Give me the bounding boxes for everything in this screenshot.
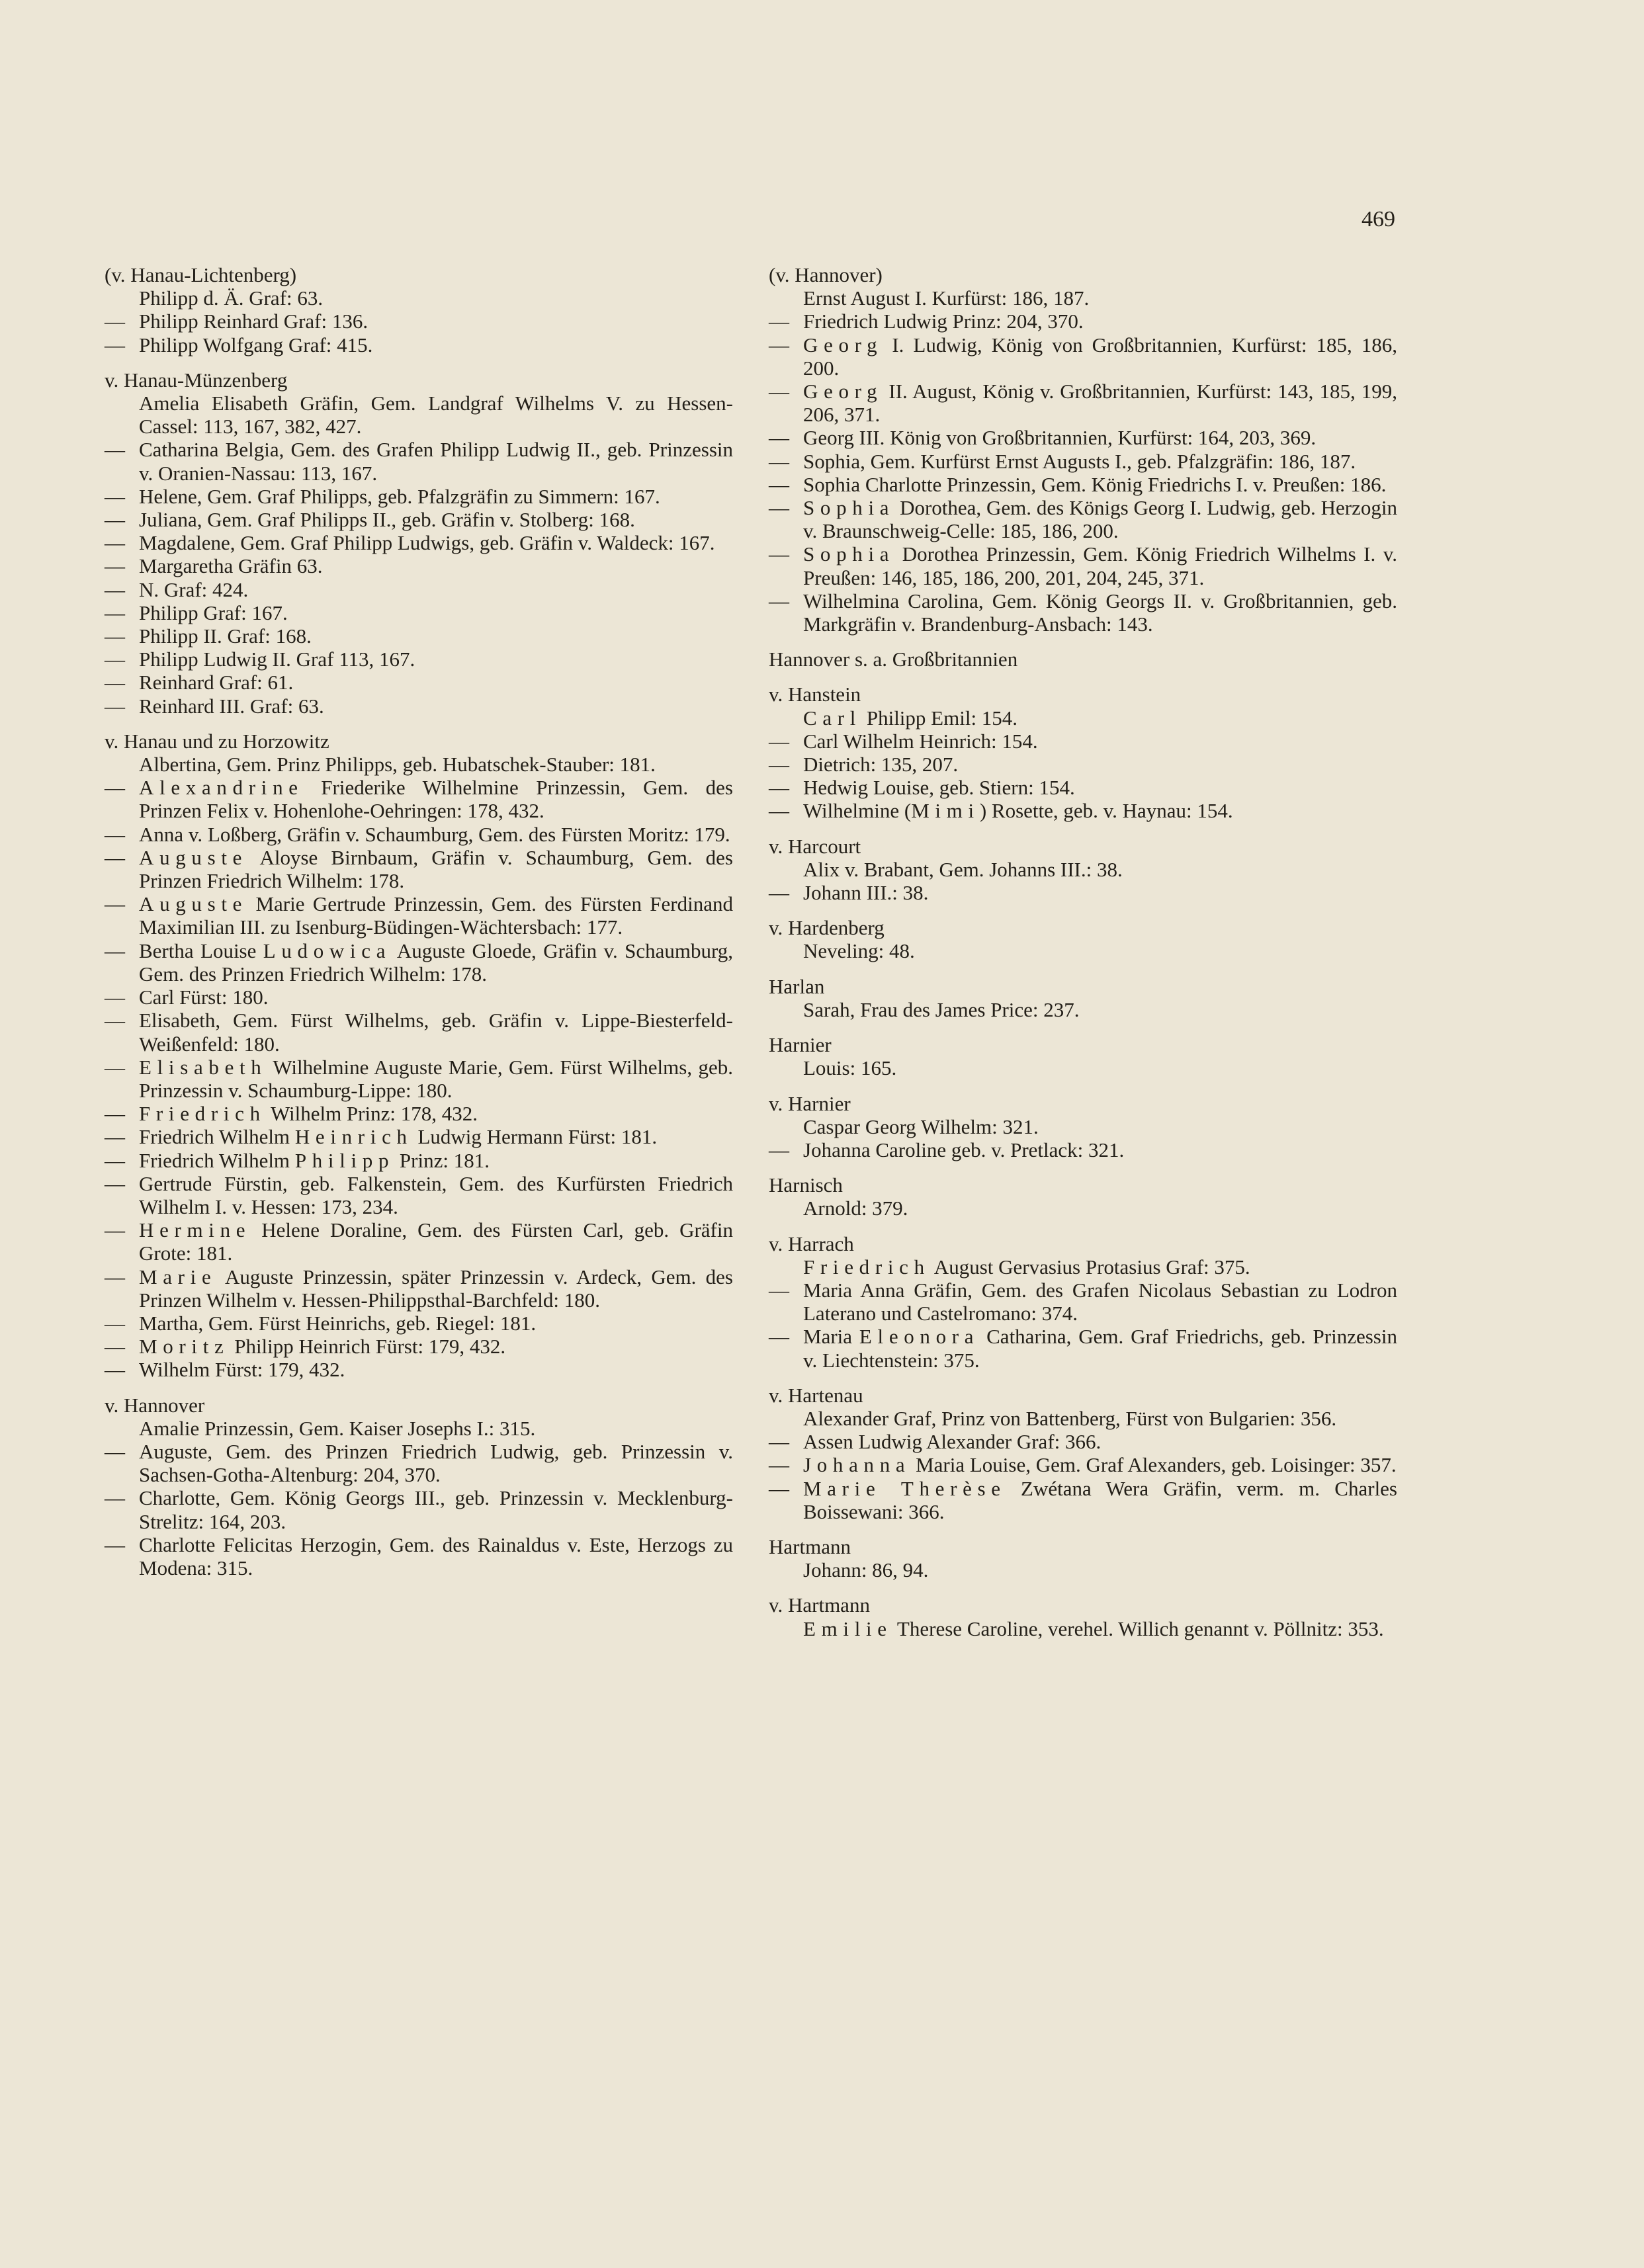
index-group-header: Harlan — [769, 974, 825, 998]
index-entry — [769, 380, 1397, 426]
index-entry — [769, 939, 1397, 962]
entry-text: Johann: 86, 94. — [803, 1558, 929, 1582]
entry-text: Auguste Prinzessin, später Prinzessin v. Ardeck, Gem. des Prinzen Wilhelm v. Hessen-Philippsthal-Barchfeld: 180. — [139, 1265, 733, 1312]
entry-text: Dietrich: 135, 207. — [803, 753, 959, 777]
entry-text: Friedrich Ludwig Prinz: 204, 370. — [803, 310, 1084, 333]
index-entry — [105, 1125, 733, 1148]
index-entry — [105, 310, 733, 333]
ditto-dash: — — [105, 986, 125, 1009]
entry-text: Carl Wilhelm Heinrich: 154. — [803, 729, 1038, 753]
index-entry — [105, 823, 733, 846]
index-entry — [105, 846, 733, 892]
entry-text: Albertina, Gem. Prinz Philipps, geb. Hubatschek-Stauber: 181. — [139, 753, 656, 777]
index-entry — [105, 1149, 733, 1172]
index-group-header: v. Hartmann — [769, 1593, 870, 1617]
index-group-header: (v. Hannover) — [769, 263, 883, 286]
index-entry — [769, 1477, 1397, 1523]
index-entry — [105, 531, 733, 554]
ditto-dash: — — [105, 438, 125, 462]
entry-text: Sophia Charlotte Prinzessin, Gem. König Friedrichs I. v. Preußen: 186. — [803, 472, 1387, 496]
index-group — [769, 648, 1397, 671]
entry-text: Wilhelm Fürst: 179, 432. — [139, 1358, 345, 1382]
entry-text: Auguste, Gem. des Prinzen Friedrich Ludwig, geb. Prinzessin v. Sachsen-Gotha-Altenburg: 204, 370. — [139, 1439, 733, 1487]
index-entry — [105, 1218, 733, 1265]
index-entry — [105, 578, 733, 601]
entry-text: Arnold: 379. — [803, 1197, 908, 1220]
spaced-name-text: Georg — [803, 380, 883, 403]
ditto-dash: — — [105, 1102, 125, 1126]
index-group-header: Hannover s. a. Großbritannien — [769, 648, 1018, 671]
entry-text: Neveling: 48. — [803, 939, 915, 963]
entry-text: Amalie Prinzessin, Gem. Kaiser Josephs I.: 315. — [139, 1416, 536, 1440]
spaced-name-text: Auguste — [139, 892, 248, 916]
entry-text: Catharina Belgia, Gem. des Grafen Philipp Ludwig II., geb. Prinzessin v. Oranien-Nassau: 113, 167. — [139, 438, 733, 485]
index-group-header: v. Hanau-Münzenberg — [105, 368, 288, 392]
ditto-dash: — — [769, 799, 789, 823]
entry-text: Alix v. Brabant, Gem. Johanns III.: 38. — [803, 857, 1123, 881]
entry-text: Reinhard Graf: 61. — [139, 671, 294, 694]
index-entry — [769, 473, 1397, 496]
ditto-dash: — — [105, 648, 125, 671]
index-entry — [769, 1197, 1397, 1220]
ditto-dash: — — [105, 484, 125, 508]
entry-text: Aloyse Birnbaum, Gräfin v. Schaumburg, Gem. des Prinzen Friedrich Wilhelm: 178. — [139, 845, 733, 893]
entry-text: Helene, Gem. Graf Philipps, geb. Pfalzgräfin zu Simmern: 167. — [139, 484, 660, 508]
ditto-dash: — — [105, 624, 125, 648]
index-group-header: Harnisch — [769, 1173, 843, 1197]
ditto-dash: — — [105, 939, 125, 962]
index-group — [769, 1033, 1397, 1079]
entry-text: Therese Caroline, verehel. Willich genannt v. Pöllnitz: 353. — [892, 1617, 1384, 1640]
index-entry — [105, 508, 733, 531]
index-entry — [105, 648, 733, 671]
entry-text: Margaretha Gräfin 63. — [139, 554, 323, 578]
entry-text: Helene Doraline, Gem. des Fürsten Carl, geb. Gräfin Grote: 181. — [139, 1218, 733, 1265]
index-entry — [105, 776, 733, 822]
index-entry — [105, 939, 733, 986]
entry-text: Reinhard III. Graf: 63. — [139, 694, 324, 718]
spaced-name-text: Georg — [803, 333, 883, 357]
index-entry — [769, 1255, 1397, 1279]
index-group — [769, 1535, 1397, 1581]
index-entry — [105, 554, 733, 577]
index-entry — [769, 542, 1397, 589]
entry-text: Gertrude Fürstin, geb. Falkenstein, Gem. des Kurfürsten Friedrich Wilhelm I. v. Hessen: 173, 234. — [139, 1171, 733, 1218]
spaced-name-text: Moritz — [139, 1335, 230, 1359]
index-entry — [769, 1430, 1397, 1453]
entry-text: Johann III.: 38. — [803, 881, 929, 905]
index-entry — [105, 1056, 733, 1102]
entry-text: Martha, Gem. Fürst Heinrichs, geb. Riegel: 181. — [139, 1311, 537, 1335]
index-entry — [769, 286, 1397, 310]
index-group — [769, 1384, 1397, 1523]
spaced-name-text: Sophia — [803, 496, 895, 520]
ditto-dash: — — [105, 845, 125, 869]
ditto-dash: — — [769, 542, 789, 566]
ditto-dash: — — [105, 333, 125, 357]
index-group-header: v. Hanstein — [769, 683, 861, 706]
ditto-dash: — — [105, 508, 125, 532]
index-entry — [105, 624, 733, 648]
index-group — [105, 730, 733, 1382]
index-entry — [769, 450, 1397, 473]
entry-text: Philipp Graf: 167. — [139, 601, 288, 624]
ditto-dash: — — [105, 1125, 125, 1149]
spaced-name-text: Ludowica — [263, 939, 392, 962]
entry-text: Anna v. Loßberg, Gräfin v. Schaumburg, Gem. des Fürsten Moritz: 179. — [139, 822, 730, 846]
index-entry — [769, 1115, 1397, 1138]
ditto-dash: — — [105, 310, 125, 333]
entry-text: Bertha Louise — [139, 939, 263, 962]
spaced-name-text: Johanna — [803, 1453, 911, 1477]
entry-text: Prinz: 181. — [394, 1148, 490, 1172]
index-entry — [105, 1417, 733, 1440]
entry-text: II. August, König v. Großbritannien, Kurfürst: 143, 185, 199, 206, 371. — [803, 380, 1397, 427]
index-entry — [105, 1358, 733, 1381]
entry-text: N. Graf: 424. — [139, 577, 249, 601]
index-entry — [769, 310, 1397, 333]
entry-text: Philipp Heinrich Fürst: 179, 432. — [229, 1335, 506, 1359]
index-entry — [769, 998, 1397, 1021]
spaced-name-text: Marie — [139, 1265, 217, 1288]
index-entry — [105, 694, 733, 718]
entry-text: ) Rosette, geb. v. Haynau: 154. — [979, 799, 1233, 823]
entry-text: I. Ludwig, König von Großbritannien, Kurfürst: 185, 186, 200. — [803, 333, 1397, 380]
ditto-dash: — — [105, 1335, 125, 1359]
entry-text: Caspar Georg Wilhelm: 321. — [803, 1114, 1039, 1138]
ditto-dash: — — [769, 496, 789, 520]
entry-text: Amelia Elisabeth Gräfin, Gem. Landgraf Wilhelms V. zu Hessen-Cassel: 113, 167, 382, 427. — [139, 392, 733, 439]
entry-text: Charlotte Felicitas Herzogin, Gem. des Rainaldus v. Este, Herzogs zu Modena: 315. — [139, 1533, 733, 1579]
entry-text: Carl Fürst: 180. — [139, 986, 269, 1009]
ditto-dash: — — [105, 1533, 125, 1556]
ditto-dash: — — [769, 1453, 789, 1477]
index-entry — [769, 1407, 1397, 1430]
index-entry — [105, 1265, 733, 1312]
ditto-dash: — — [769, 1325, 789, 1349]
index-group — [769, 1092, 1397, 1162]
ditto-dash: — — [105, 1311, 125, 1335]
index-entry — [105, 333, 733, 357]
entry-text: Philipp Reinhard Graf: 136. — [139, 310, 368, 333]
ditto-dash: — — [769, 589, 789, 612]
ditto-dash: — — [105, 1009, 125, 1032]
index-entry — [105, 753, 733, 776]
entry-text: Assen Ludwig Alexander Graf: 366. — [803, 1430, 1102, 1454]
entry-text: Zwétana Wera Gräfin, verm. m. Charles Boissewani: 366. — [803, 1476, 1397, 1523]
entry-text: Maria Anna Gräfin, Gem. des Grafen Nicolaus Sebastian zu Lodron Laterano und Castelromano: 374. — [803, 1278, 1397, 1325]
index-entry — [769, 426, 1397, 449]
entry-text: Wilhelm Prinz: 178, 432. — [265, 1102, 478, 1126]
ditto-dash: — — [105, 1265, 125, 1288]
index-entry — [769, 333, 1397, 380]
ditto-dash: — — [769, 729, 789, 753]
index-group-header: v. Hanau und zu Horzowitz — [105, 729, 329, 753]
entry-text: Ludwig Hermann Fürst: 181. — [412, 1125, 658, 1149]
entry-text: Ernst August I. Kurfürst: 186, 187. — [803, 286, 1090, 310]
ditto-dash: — — [769, 776, 789, 800]
index-entry — [769, 496, 1397, 542]
index-group-header: v. Harcourt — [769, 834, 861, 858]
entry-text: Philipp d. Ä. Graf: 63. — [139, 286, 324, 310]
entry-text: Elisabeth, Gem. Fürst Wilhelms, geb. Gräfin v. Lippe-Biesterfeld-Weißenfeld: 180. — [139, 1009, 733, 1056]
spaced-name-text: Elisabeth — [139, 1055, 267, 1079]
index-entry — [769, 1617, 1397, 1640]
ditto-dash: — — [105, 776, 125, 800]
entry-text: Juliana, Gem. Graf Philipps II., geb. Gräfin v. Stolberg: 168. — [139, 508, 635, 532]
index-entry — [105, 1102, 733, 1125]
index-group — [105, 263, 733, 357]
spaced-name-text: Heinrich — [294, 1125, 413, 1149]
ditto-dash: — — [105, 1486, 125, 1510]
ditto-dash: — — [105, 554, 125, 578]
entry-text: Maria — [803, 1325, 859, 1349]
ditto-dash: — — [769, 472, 789, 496]
index-group — [769, 1173, 1397, 1220]
index-entry — [105, 1312, 733, 1335]
index-group-header: v. Harrach — [769, 1232, 854, 1255]
entry-text: Maria Louise, Gem. Graf Alexanders, geb. Loisinger: 357. — [910, 1453, 1397, 1477]
index-group — [769, 263, 1397, 636]
index-entry — [769, 1325, 1397, 1371]
index-entry — [769, 706, 1397, 730]
index-entry — [105, 1486, 733, 1533]
index-entry — [105, 1533, 733, 1579]
spaced-name-text: Sophia — [803, 542, 895, 566]
index-column-left — [105, 263, 733, 1591]
entry-text: Friederike Wilhelmine Prinzessin, Gem. des Prinzen Felix v. Hohenlohe-Oehringen: 178, 432. — [139, 776, 733, 823]
index-group — [769, 975, 1397, 1021]
spaced-name-text: Emilie — [803, 1617, 892, 1640]
entry-text: Charlotte, Gem. König Georgs III., geb. Prinzessin v. Mecklenburg-Strelitz: 164, 203. — [139, 1486, 733, 1533]
ditto-dash: — — [105, 577, 125, 601]
index-group-header: v. Hardenberg — [769, 916, 885, 940]
spaced-name-text: Philipp — [294, 1148, 395, 1172]
index-group-header: (v. Hanau-Lichtenberg) — [105, 263, 297, 286]
entry-text: Sophia, Gem. Kurfürst Ernst Augusts I., geb. Pfalzgräfin: 186, 187. — [803, 449, 1356, 473]
spaced-name-text: Alexandrine — [139, 776, 304, 800]
entry-text: Wilhelmine Auguste Marie, Gem. Fürst Wilhelms, geb. Prinzessin v. Schaumburg-Lippe: 180. — [139, 1055, 733, 1102]
index-entry — [105, 1440, 733, 1486]
index-group-header: Hartmann — [769, 1534, 851, 1558]
ditto-dash: — — [105, 822, 125, 846]
index-entry — [105, 986, 733, 1009]
entry-text: August Gervasius Protasius Graf: 375. — [930, 1255, 1250, 1279]
entry-text: Louis: 165. — [803, 1056, 897, 1080]
ditto-dash: — — [769, 449, 789, 473]
index-entry — [769, 776, 1397, 799]
ditto-dash: — — [769, 333, 789, 357]
page-number: 469 — [1362, 207, 1395, 231]
entry-text: Dorothea Prinzessin, Gem. König Friedrich Wilhelms I. v. Preußen: 146, 185, 186, 200, 201, 204, 245, 371. — [803, 542, 1397, 589]
entry-text: Philipp Ludwig II. Graf 113, 167. — [139, 648, 415, 671]
index-entry — [769, 1558, 1397, 1581]
ditto-dash: — — [769, 1430, 789, 1454]
ditto-dash: — — [769, 426, 789, 450]
ditto-dash: — — [105, 1439, 125, 1463]
ditto-dash: — — [769, 881, 789, 905]
index-group — [769, 1593, 1397, 1640]
ditto-dash: — — [105, 1171, 125, 1195]
entry-text: Hedwig Louise, geb. Stiern: 154. — [803, 776, 1075, 800]
index-entry — [769, 1056, 1397, 1079]
index-group-header: Harnier — [769, 1033, 832, 1057]
entry-text: Georg III. König von Großbritannien, Kurfürst: 164, 203, 369. — [803, 426, 1317, 450]
index-column-right — [769, 263, 1397, 1652]
index-entry — [105, 671, 733, 694]
entry-text: Catharina, Gem. Graf Friedrichs, geb. Prinzessin v. Liechtenstein: 375. — [803, 1325, 1397, 1372]
index-group — [105, 368, 733, 718]
entry-text: Friedrich Wilhelm — [139, 1125, 295, 1149]
index-entry — [769, 589, 1397, 636]
index-group-header: v. Hannover — [105, 1393, 205, 1417]
ditto-dash: — — [105, 1055, 125, 1079]
index-entry — [769, 858, 1397, 881]
index-group — [769, 1232, 1397, 1372]
ditto-dash: — — [105, 694, 125, 718]
entry-text: Sarah, Frau des James Price: 237. — [803, 997, 1080, 1021]
index-entry — [769, 730, 1397, 753]
index-group-header: v. Harnier — [769, 1091, 851, 1115]
spaced-name-text: Eleonora — [859, 1325, 980, 1349]
ditto-dash: — — [769, 380, 789, 403]
index-entry — [769, 1279, 1397, 1325]
spaced-name-text: Friedrich — [139, 1102, 266, 1126]
entry-text: Wilhelmine ( — [803, 799, 912, 823]
index-entry — [769, 753, 1397, 776]
ditto-dash: — — [769, 1476, 789, 1500]
index-entry — [105, 1009, 733, 1055]
index-entry — [105, 392, 733, 438]
spaced-name-text: Auguste — [139, 845, 248, 869]
ditto-dash: — — [769, 1138, 789, 1161]
spaced-name-text: Friedrich — [803, 1255, 930, 1279]
index-entry — [105, 601, 733, 624]
index-entry — [769, 799, 1397, 822]
ditto-dash: — — [105, 1148, 125, 1172]
entry-text: Auguste Gloede, Gräfin v. Schaumburg, Gem. des Prinzen Friedrich Wilhelm: 178. — [139, 939, 733, 986]
index-group-header: v. Hartenau — [769, 1383, 863, 1407]
ditto-dash: — — [105, 531, 125, 555]
ditto-dash: — — [769, 310, 789, 333]
index-entry — [105, 1335, 733, 1358]
ditto-dash: — — [105, 671, 125, 694]
entry-text: Magdalene, Gem. Graf Philipp Ludwigs, geb. Gräfin v. Waldeck: 167. — [139, 531, 715, 555]
entry-text: Dorothea, Gem. des Königs Georg I. Ludwig, geb. Herzogin v. Braunschweig-Celle: 185, 186, 200. — [803, 496, 1397, 543]
entry-text: Philipp Emil: 154. — [861, 706, 1018, 730]
index-entry — [769, 881, 1397, 904]
ditto-dash: — — [769, 1278, 789, 1302]
index-group — [105, 1394, 733, 1580]
index-group — [769, 683, 1397, 822]
ditto-dash: — — [105, 1218, 125, 1242]
index-entry — [769, 1138, 1397, 1161]
index-entry — [105, 1172, 733, 1218]
ditto-dash: — — [105, 601, 125, 624]
index-group — [769, 835, 1397, 905]
entry-text: Philipp Wolfgang Graf: 415. — [139, 333, 373, 357]
spaced-name-text: Hermine — [139, 1218, 251, 1242]
index-entry — [105, 438, 733, 484]
ditto-dash: — — [105, 892, 125, 916]
entry-text: Friedrich Wilhelm — [139, 1148, 295, 1172]
index-group — [769, 916, 1397, 962]
entry-text: Alexander Graf, Prinz von Battenberg, Fürst von Bulgarien: 356. — [803, 1406, 1337, 1430]
entry-text: Johanna Caroline geb. v. Pretlack: 321. — [803, 1138, 1125, 1161]
index-entry — [769, 1453, 1397, 1476]
spaced-name-text: Carl — [803, 706, 862, 730]
ditto-dash: — — [769, 753, 789, 777]
spaced-name-text: Marie Therèse — [803, 1476, 1006, 1500]
ditto-dash: — — [105, 1358, 125, 1382]
entry-text: Wilhelmina Carolina, Gem. König Georgs II. v. Großbritannien, geb. Markgräfin v. Brandenburg-Ansbach: 143. — [803, 589, 1397, 636]
index-entry — [105, 892, 733, 939]
spaced-name-text: Mimi — [911, 799, 980, 823]
index-entry — [105, 485, 733, 508]
index-entry — [105, 286, 733, 310]
entry-text: Marie Gertrude Prinzessin, Gem. des Fürsten Ferdinand Maximilian III. zu Isenburg-Büdingen-Wächtersbach: 177. — [139, 892, 733, 939]
entry-text: Philipp II. Graf: 168. — [139, 624, 312, 648]
